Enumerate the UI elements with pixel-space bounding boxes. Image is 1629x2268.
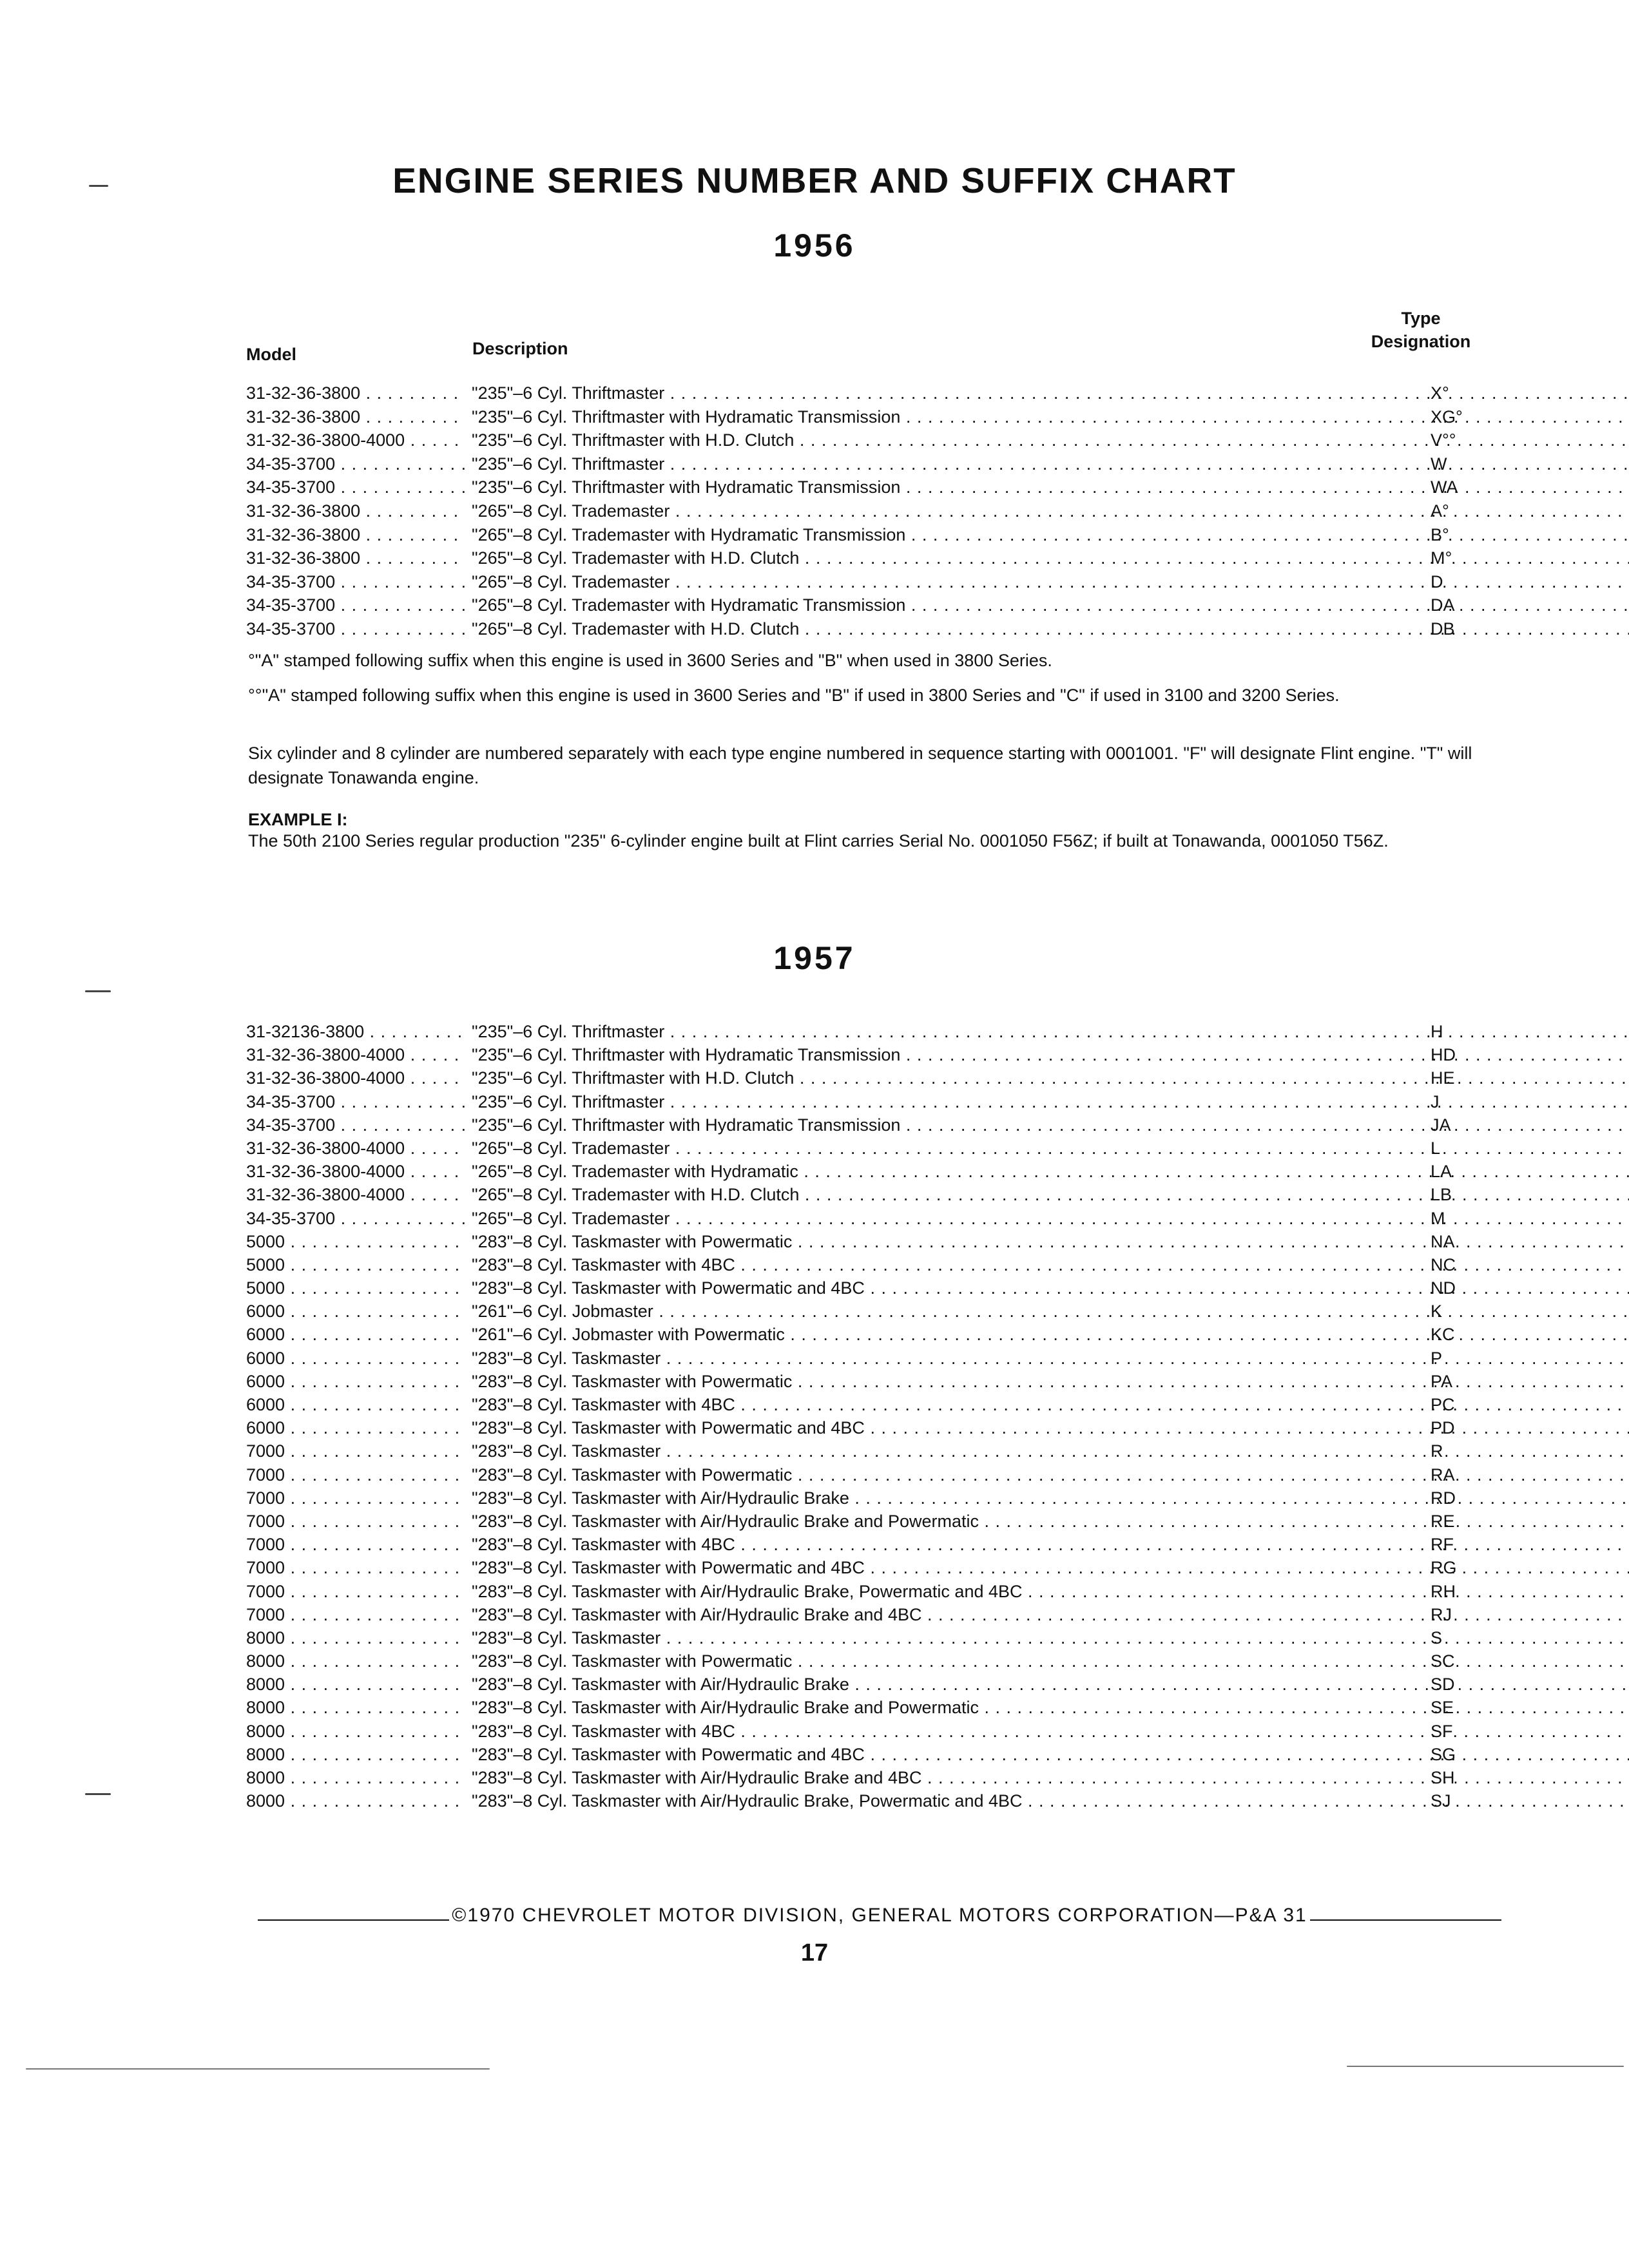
type-designation-cell: R bbox=[1431, 1441, 1443, 1461]
description-cell: "283"–8 Cyl. Taskmaster with Powermatic and 4BC . . . bbox=[472, 1745, 1629, 1764]
description-cell: "283"–8 Cyl. Taskmaster with Air/Hydraulic Brake . . . bbox=[472, 1675, 1629, 1694]
type-designation-cell: SJ bbox=[1431, 1791, 1451, 1811]
model-cell: 8000 . . . bbox=[246, 1649, 465, 1673]
table-row bbox=[246, 1090, 1516, 1113]
table-row bbox=[246, 1486, 1516, 1510]
table-row bbox=[246, 1673, 1516, 1696]
bottom-scan-line bbox=[26, 2068, 490, 2070]
table-row bbox=[246, 1276, 1516, 1300]
table-row bbox=[246, 1066, 1516, 1090]
description-cell: "265"–8 Cyl. Trademaster with Hydramatic Transmission . . . bbox=[472, 595, 1629, 615]
type-designation-cell: SC bbox=[1431, 1651, 1455, 1671]
description-cell: "283"–8 Cyl. Taskmaster with Powermatic . . . bbox=[472, 1651, 1629, 1671]
numbering-note: Six cylinder and 8 cylinder are numbered separately with each type engine numbered in sequence starting with 0001001. "F" will designate Flint engine. "T" will designate Tonawanda engine. bbox=[248, 744, 1472, 787]
model-cell: 5000 . . . bbox=[246, 1253, 465, 1276]
table-row bbox=[246, 1580, 1516, 1603]
footnote-double-degree: °°"A" stamped following suffix when this engine is used in 3600 Series and "B" if used in 3800 Series and "C" if used in 3100 and 3200 Series. bbox=[248, 686, 1340, 705]
type-designation-cell: RD bbox=[1431, 1488, 1456, 1508]
model-cell: 34-35-3700 . . . bbox=[246, 1113, 465, 1137]
model-cell: 31-32-36-3800 . . . bbox=[246, 381, 465, 405]
model-cell: 7000 . . . bbox=[246, 1533, 465, 1556]
type-designation-cell: RG bbox=[1431, 1558, 1457, 1578]
model-cell: 31-32-36-3800 . . . bbox=[246, 405, 465, 428]
model-cell: 7000 . . . bbox=[246, 1463, 465, 1486]
type-designation-cell: B° bbox=[1431, 524, 1449, 544]
description-cell: "283"–8 Cyl. Taskmaster with Powermatic and 4BC . . . bbox=[472, 1278, 1629, 1298]
description-cell: "283"–8 Cyl. Taskmaster with Air/Hydraulic Brake, Powermatic and 4BC . . . bbox=[472, 1582, 1629, 1601]
type-designation-cell: PC bbox=[1431, 1395, 1455, 1414]
table-row bbox=[246, 1743, 1516, 1766]
type-designation-cell: SE bbox=[1431, 1698, 1454, 1718]
example-label: EXAMPLE I: bbox=[248, 810, 348, 829]
description-cell: "265"–8 Cyl. Trademaster with H.D. Clutch . . . bbox=[472, 548, 1629, 568]
type-designation-cell: WA bbox=[1431, 477, 1458, 497]
description-cell: "283"–8 Cyl. Taskmaster with Air/Hydraulic Brake and 4BC . . . bbox=[472, 1768, 1629, 1787]
model-cell: 31-32-36-3800-4000 . . . bbox=[246, 1137, 465, 1160]
type-designation-cell: XG° bbox=[1431, 407, 1463, 427]
model-cell: 31-32-36-3800-4000 . . . bbox=[246, 1160, 465, 1183]
page-number: 17 bbox=[800, 1939, 829, 1966]
description-cell: "265"–8 Cyl. Trademaster . . . bbox=[472, 1139, 1629, 1158]
table-row bbox=[246, 1649, 1516, 1673]
table-row bbox=[246, 1789, 1516, 1812]
description-cell: "235"–6 Cyl. Thriftmaster with H.D. Clutch . . . bbox=[472, 430, 1629, 450]
footer-rule-right bbox=[1310, 1919, 1501, 1921]
model-cell: 6000 . . . bbox=[246, 1370, 465, 1393]
table-row bbox=[246, 1137, 1516, 1160]
type-designation-cell: K bbox=[1431, 1302, 1443, 1321]
model-cell: 31-32-36-3800-4000 . . . bbox=[246, 1183, 465, 1206]
model-cell: 6000 . . . bbox=[246, 1347, 465, 1370]
table-row bbox=[246, 1300, 1516, 1323]
description-cell: "265"–8 Cyl. Trademaster with H.D. Clutch . . . bbox=[472, 1185, 1629, 1204]
table-row bbox=[246, 428, 1516, 452]
table-1956 bbox=[246, 381, 1516, 641]
model-cell: 7000 . . . bbox=[246, 1556, 465, 1579]
table-1957 bbox=[246, 1020, 1516, 1812]
table-row bbox=[246, 1347, 1516, 1370]
description-cell: "283"–8 Cyl. Taskmaster with 4BC . . . bbox=[472, 1255, 1629, 1274]
type-designation-cell: RJ bbox=[1431, 1604, 1452, 1624]
table-row bbox=[246, 405, 1516, 429]
description-cell: "265"–8 Cyl. Trademaster with Hydramatic Transmission . . . bbox=[472, 525, 1629, 544]
description-cell: "283"–8 Cyl. Taskmaster with Powermatic . . . bbox=[472, 1372, 1629, 1391]
type-designation-cell: PD bbox=[1431, 1418, 1455, 1438]
model-cell: 34-35-3700 . . . bbox=[246, 593, 465, 617]
table-row bbox=[246, 1766, 1516, 1789]
type-designation-cell: DB bbox=[1431, 619, 1455, 639]
type-designation-cell: SH bbox=[1431, 1768, 1455, 1787]
table-row bbox=[246, 546, 1516, 570]
type-designation-cell: SG bbox=[1431, 1744, 1456, 1764]
model-cell: 6000 . . . bbox=[246, 1416, 465, 1439]
table-row bbox=[246, 452, 1516, 476]
table-row bbox=[246, 1603, 1516, 1626]
model-cell: 6000 . . . bbox=[246, 1323, 465, 1346]
year-heading-1956: 1956 bbox=[773, 227, 856, 264]
table-row bbox=[246, 1510, 1516, 1533]
description-cell: "283"–8 Cyl. Taskmaster with 4BC . . . bbox=[472, 1395, 1629, 1414]
table-row bbox=[246, 1370, 1516, 1393]
description-cell: "283"–8 Cyl. Taskmaster with Air/Hydraulic Brake . . . bbox=[472, 1488, 1629, 1508]
model-cell: 31-32-36-3800-4000 . . . bbox=[246, 1066, 465, 1090]
type-designation-cell: J bbox=[1431, 1091, 1440, 1111]
description-cell: "283"–8 Cyl. Taskmaster . . . bbox=[472, 1441, 1629, 1461]
model-cell: 7000 . . . bbox=[246, 1580, 465, 1603]
table-row bbox=[246, 1113, 1516, 1137]
type-designation-cell: KC bbox=[1431, 1325, 1455, 1345]
table-row bbox=[246, 381, 1516, 405]
copyright-text: ©1970 CHEVROLET MOTOR DIVISION, GENERAL MOTORS CORPORATION—P&A 31 bbox=[452, 1905, 1307, 1926]
table-row bbox=[246, 1463, 1516, 1486]
model-cell: 5000 . . . bbox=[246, 1230, 465, 1253]
description-cell: "235"–6 Cyl. Thriftmaster with Hydramatic Transmission . . . bbox=[472, 407, 1629, 427]
description-cell: "265"–8 Cyl. Trademaster with Hydramatic . . . bbox=[472, 1162, 1629, 1181]
type-designation-cell: LB bbox=[1431, 1185, 1452, 1205]
description-cell: "283"–8 Cyl. Taskmaster with Powermatic and 4BC . . . bbox=[472, 1418, 1629, 1437]
table-row bbox=[246, 1416, 1516, 1439]
type-designation-cell: HE bbox=[1431, 1068, 1455, 1088]
table-row bbox=[246, 1556, 1516, 1579]
table-row bbox=[246, 1020, 1516, 1043]
table-row bbox=[246, 1043, 1516, 1066]
type-designation-cell: NA bbox=[1431, 1231, 1455, 1251]
description-cell: "283"–8 Cyl. Taskmaster with Air/Hydraulic Brake and Powermatic . . . bbox=[472, 1512, 1629, 1531]
description-cell: "235"–6 Cyl. Thriftmaster . . . bbox=[472, 454, 1629, 474]
description-cell: "265"–8 Cyl. Trademaster . . . bbox=[472, 572, 1629, 591]
model-cell: 7000 . . . bbox=[246, 1486, 465, 1510]
table-row bbox=[246, 1183, 1516, 1206]
type-designation-cell: M° bbox=[1431, 548, 1452, 568]
description-cell: "283"–8 Cyl. Taskmaster with 4BC . . . bbox=[472, 1722, 1629, 1741]
description-cell: "265"–8 Cyl. Trademaster . . . bbox=[472, 501, 1629, 521]
description-cell: "235"–6 Cyl. Thriftmaster with Hydramatic Transmission . . . bbox=[472, 477, 1629, 497]
model-cell: 8000 . . . bbox=[246, 1626, 465, 1649]
year-heading-1957: 1957 bbox=[773, 940, 856, 976]
type-designation-cell: L bbox=[1431, 1138, 1441, 1158]
table-row bbox=[246, 1696, 1516, 1719]
table-row bbox=[246, 570, 1516, 594]
model-cell: 5000 . . . bbox=[246, 1276, 465, 1300]
type-designation-cell: S bbox=[1431, 1628, 1443, 1648]
type-designation-cell: LA bbox=[1431, 1162, 1452, 1182]
footer-rule-left bbox=[258, 1919, 449, 1921]
model-cell: 34-35-3700 . . . bbox=[246, 1090, 465, 1113]
column-header-type-designation bbox=[1340, 307, 1501, 353]
type-designation-cell: RA bbox=[1431, 1465, 1455, 1485]
bottom-scan-line bbox=[1347, 2066, 1624, 2067]
table-row bbox=[246, 593, 1516, 617]
table-row bbox=[246, 1323, 1516, 1346]
description-cell: "261"–6 Cyl. Jobmaster with Powermatic . . . bbox=[472, 1325, 1629, 1344]
table-row bbox=[246, 1160, 1516, 1183]
model-cell: 34-35-3700 . . . bbox=[246, 452, 465, 476]
description-cell: "283"–8 Cyl. Taskmaster with Powermatic . . . bbox=[472, 1232, 1629, 1251]
description-cell: "235"–6 Cyl. Thriftmaster . . . bbox=[472, 1092, 1629, 1111]
table-row bbox=[246, 1207, 1516, 1230]
model-cell: 31-32136-3800 . . . bbox=[246, 1020, 465, 1043]
copyright-footer bbox=[258, 1905, 1501, 1927]
description-cell: "283"–8 Cyl. Taskmaster . . . bbox=[472, 1628, 1629, 1648]
type-designation-cell: PA bbox=[1431, 1371, 1453, 1391]
description-cell: "283"–8 Cyl. Taskmaster with Powermatic and 4BC . . . bbox=[472, 1558, 1629, 1577]
column-header-type-line1: Type bbox=[1401, 309, 1441, 328]
table-row bbox=[246, 1533, 1516, 1556]
description-cell: "235"–6 Cyl. Thriftmaster with Hydramatic Transmission . . . bbox=[472, 1115, 1629, 1135]
model-cell: 34-35-3700 . . . bbox=[246, 476, 465, 499]
model-cell: 31-32-36-3800 . . . bbox=[246, 546, 465, 570]
model-cell: 8000 . . . bbox=[246, 1743, 465, 1766]
type-designation-cell: M bbox=[1431, 1208, 1445, 1228]
type-designation-cell: X° bbox=[1431, 383, 1449, 403]
model-cell: 8000 . . . bbox=[246, 1720, 465, 1743]
type-designation-cell: SF bbox=[1431, 1721, 1453, 1741]
type-designation-cell: D bbox=[1431, 572, 1443, 591]
description-cell: "261"–6 Cyl. Jobmaster . . . bbox=[472, 1302, 1629, 1321]
model-cell: 31-32-36-3800 . . . bbox=[246, 523, 465, 546]
description-cell: "235"–6 Cyl. Thriftmaster . . . bbox=[472, 1022, 1629, 1041]
type-designation-cell: JA bbox=[1431, 1115, 1451, 1135]
model-cell: 8000 . . . bbox=[246, 1766, 465, 1789]
model-cell: 6000 . . . bbox=[246, 1300, 465, 1323]
description-cell: "235"–6 Cyl. Thriftmaster with H.D. Clutch . . . bbox=[472, 1068, 1629, 1088]
type-designation-cell: H bbox=[1431, 1022, 1443, 1041]
table-row bbox=[246, 476, 1516, 499]
type-designation-cell: DA bbox=[1431, 595, 1455, 615]
margin-mark bbox=[85, 990, 111, 992]
table-row bbox=[246, 499, 1516, 523]
table-row bbox=[246, 1253, 1516, 1276]
description-cell: "283"–8 Cyl. Taskmaster with Air/Hydraulic Brake and Powermatic . . . bbox=[472, 1698, 1629, 1717]
type-designation-cell: RE bbox=[1431, 1511, 1455, 1531]
table-row bbox=[246, 1439, 1516, 1463]
margin-mark bbox=[85, 1793, 111, 1795]
type-designation-cell: RH bbox=[1431, 1581, 1456, 1601]
model-cell: 8000 . . . bbox=[246, 1696, 465, 1719]
type-designation-cell: P bbox=[1431, 1348, 1443, 1368]
type-designation-cell: V°° bbox=[1431, 430, 1456, 450]
table-row bbox=[246, 617, 1516, 641]
description-cell: "235"–6 Cyl. Thriftmaster . . . bbox=[472, 383, 1629, 403]
example-text: The 50th 2100 Series regular production "235" 6-cylinder engine built at Flint carries Serial No. 0001050 F56Z; if built at Tonawanda, 0001050 T56Z. bbox=[248, 831, 1389, 850]
type-designation-cell: W bbox=[1431, 454, 1447, 474]
model-cell: 31-32-36-3800-4000 . . . bbox=[246, 428, 465, 452]
page-title: ENGINE SERIES NUMBER AND SUFFIX CHART bbox=[392, 160, 1237, 200]
type-designation-cell: A° bbox=[1431, 501, 1449, 521]
description-cell: "265"–8 Cyl. Trademaster . . . bbox=[472, 1209, 1629, 1228]
description-cell: "265"–8 Cyl. Trademaster with H.D. Clutch . . . bbox=[472, 619, 1629, 639]
model-cell: 6000 . . . bbox=[246, 1393, 465, 1416]
footnote-single-degree: °"A" stamped following suffix when this engine is used in 3600 Series and "B" when used in 3800 Series. bbox=[248, 651, 1052, 670]
type-designation-cell: HD bbox=[1431, 1045, 1456, 1065]
type-designation-cell: SD bbox=[1431, 1675, 1455, 1695]
table-row bbox=[246, 523, 1516, 547]
column-header-model: Model bbox=[246, 345, 296, 364]
model-cell: 8000 . . . bbox=[246, 1673, 465, 1696]
table-row bbox=[246, 1393, 1516, 1416]
column-header-type-line2: Designation bbox=[1371, 332, 1471, 351]
description-cell: "283"–8 Cyl. Taskmaster with Air/Hydraulic Brake and 4BC . . . bbox=[472, 1605, 1629, 1624]
model-cell: 31-32-36-3800 . . . bbox=[246, 499, 465, 523]
description-cell: "283"–8 Cyl. Taskmaster with Powermatic . . . bbox=[472, 1465, 1629, 1485]
type-designation-cell: RF bbox=[1431, 1535, 1454, 1555]
column-header-description: Description bbox=[472, 339, 568, 358]
model-cell: 8000 . . . bbox=[246, 1789, 465, 1812]
model-cell: 7000 . . . bbox=[246, 1603, 465, 1626]
description-cell: "235"–6 Cyl. Thriftmaster with Hydramatic Transmission . . . bbox=[472, 1045, 1629, 1064]
model-cell: 34-35-3700 . . . bbox=[246, 570, 465, 593]
description-cell: "283"–8 Cyl. Taskmaster with 4BC . . . bbox=[472, 1535, 1629, 1554]
description-cell: "283"–8 Cyl. Taskmaster . . . bbox=[472, 1349, 1629, 1368]
model-cell: 7000 . . . bbox=[246, 1510, 465, 1533]
model-cell: 7000 . . . bbox=[246, 1439, 465, 1463]
model-cell: 34-35-3700 . . . bbox=[246, 1207, 465, 1230]
model-cell: 34-35-3700 . . . bbox=[246, 617, 465, 640]
description-cell: "283"–8 Cyl. Taskmaster with Air/Hydraulic Brake, Powermatic and 4BC . . . bbox=[472, 1791, 1629, 1811]
type-designation-cell: ND bbox=[1431, 1278, 1456, 1298]
table-row bbox=[246, 1230, 1516, 1253]
type-designation-cell: NC bbox=[1431, 1254, 1456, 1274]
table-row bbox=[246, 1720, 1516, 1743]
model-cell: 31-32-36-3800-4000 . . . bbox=[246, 1043, 465, 1066]
table-row bbox=[246, 1626, 1516, 1649]
